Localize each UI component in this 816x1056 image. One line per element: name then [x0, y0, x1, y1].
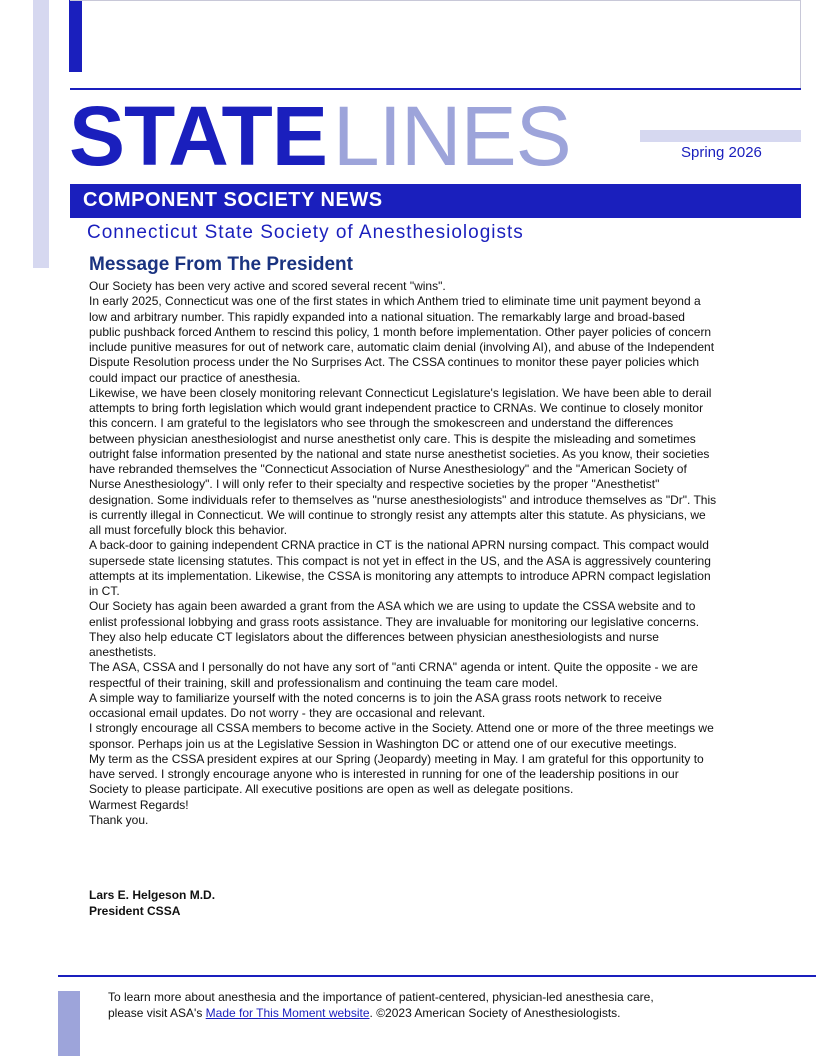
left-accent-bar-light	[33, 0, 49, 268]
footer-text-before: To learn more about anesthesia and the importance of patient-centered, physician-led anesthesia care, please visit ASA's	[108, 990, 654, 1020]
section-banner-label: COMPONENT SOCIETY NEWS	[83, 189, 383, 211]
article-paragraph: A simple way to familiarize yourself with the noted concerns is to join the ASA grass roots network to receive occasional email updates. Do not worry - they are occasional and relevant.	[89, 690, 662, 720]
header-right-border	[800, 0, 801, 88]
article-title: Message From The President	[89, 254, 353, 275]
article-body	[89, 279, 719, 828]
article-closing: Warmest Regards!	[89, 797, 189, 812]
masthead-title-light: LINES	[332, 89, 571, 183]
society-name: Connecticut State Society of Anesthesiologists	[87, 222, 524, 243]
made-for-this-moment-link[interactable]: Made for This Moment website	[205, 1005, 370, 1020]
article-paragraph: I strongly encourage all CSSA members to become active in the Society. Attend one or more of the three meetings we sponsor. Perhaps join us at the Legislative Session in Washington DC or attend one of our executive meetings.	[89, 721, 714, 751]
left-accent-bar-dark	[69, 0, 82, 72]
masthead-title	[69, 91, 571, 181]
header-top-border	[70, 0, 801, 1]
footer-accent-block	[58, 991, 80, 1056]
footer-rule	[58, 975, 816, 977]
signature-block	[89, 887, 215, 919]
article-paragraph: A back-door to gaining independent CRNA practice in CT is the national APRN nursing compact. This compact would supersede state licensing statutes. This compact is not yet in effect in the US, and the ASA is aggressively countering attempts at its implementation. Likewise, the CSSA is monitoring any attempts to introduce APRN compact legislation in CT.	[89, 538, 711, 598]
article-paragraph: Likewise, we have been closely monitoring relevant Connecticut Legislature's legislation. We have been able to derail attempts to bring forth legislation which would grant independent practice to CRNAs. We continue to closely monitor this concern. I am grateful to the legislators who see through the smokescreen and understand the differences between physician anesthesiologist and nurse anesthetist only care. This is despite the misleading and sometimes outright false information presented by the national and state nurse anesthetist societies. As you know, their societies have rebranded themselves the "Connecticut Association of Nurse Anesthesiology" and the "American Society of Nurse Anesthesiology". I will only refer to their specialty and respective societies by the proper "Anesthetist" designation. Some individuals refer to themselves as "nurse anesthesiologists" and introduce themselves as "Dr". This is currently illegal in Connecticut. We will continue to strongly resist any attempts alter this statute. As physicians, we all must forcefully block this behavior.	[89, 385, 717, 537]
footer-text-after: . ©2023 American Society of Anesthesiologists.	[369, 1005, 621, 1020]
signature-name: Lars E. Helgeson M.D.	[89, 888, 216, 902]
masthead-title-bold: STATE	[69, 89, 327, 183]
article-paragraph: The ASA, CSSA and I personally do not have any sort of "anti CRNA" agenda or intent. Quite the opposite - we are respectful of their training, skill and professionalism and continuing the team care model.	[89, 660, 698, 690]
article-paragraph: Our Society has been very active and scored several recent "wins".	[89, 279, 446, 293]
issue-date: Spring 2026	[681, 144, 762, 161]
article-paragraph: In early 2025, Connecticut was one of the first states in which Anthem tried to eliminate time unit payment beyond a low and arbitrary number. This rapidly expanded into a national situation. The remarkably large and broad-based public pushback forced Anthem to rescind this policy, 1 month before implementation. Other payer policies of concern include punitive measures for out of network care, automatic claim denial (involving AI), and abuse of the Independent Dispute Resolution process under the No Surprises Act. The CSSA continues to monitor these payer policies which could impact our practice of anesthesia.	[89, 294, 715, 385]
article-paragraph: Our Society has again been awarded a grant from the ASA which we are using to update the CSSA website and to enlist professional lobbying and grass roots assistance. They are invaluable for monitoring our legislative concerns. They also help educate CT legislators about the differences between physician anesthesiologists and nurse anesthetists.	[89, 599, 700, 659]
footer-text	[108, 990, 688, 1021]
signature-title: President CSSA	[89, 904, 181, 918]
article-closing: Thank you.	[89, 812, 149, 827]
section-banner	[70, 184, 801, 218]
article-paragraph: My term as the CSSA president expires at our Spring (Jeopardy) meeting in May. I am grateful for this opportunity to have served. I strongly encourage anyone who is interested in running for one of the leadership positions in our Society to please participate. All executive positions are open as well as delegate positions.	[89, 751, 704, 797]
masthead-accent-bar	[640, 130, 801, 142]
